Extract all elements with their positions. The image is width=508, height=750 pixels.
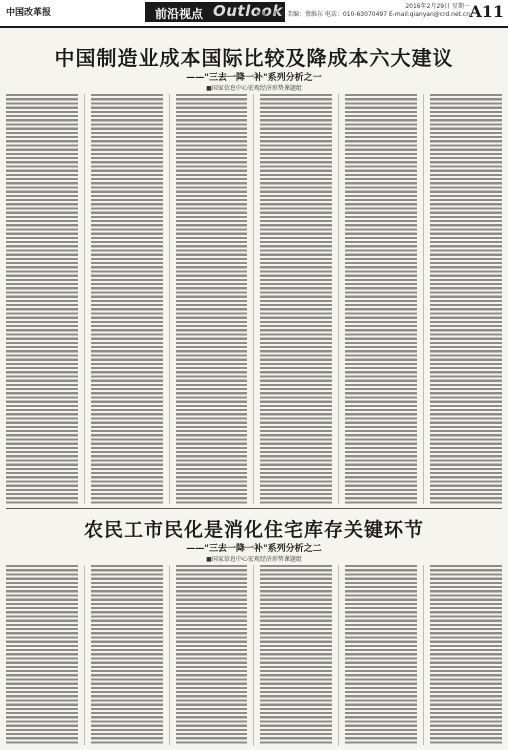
article2-column [260,565,332,745]
article1-column [91,94,163,504]
column-rule [169,94,170,504]
section-divider [6,508,502,509]
page-number: A11 [469,2,504,21]
section-title-en: Outlook [213,2,283,20]
article1-column [260,94,332,504]
article1-column [6,94,78,504]
article1-byline: ■国家信息中心宏观经济形势课题组 [206,85,302,92]
paper-name: 中国改革报 [6,8,52,18]
article2-column [430,565,502,745]
article2-column [6,565,78,745]
article2-subtitle: ——"三去一降一补"系列分析之二 [186,544,322,554]
article1-column [345,94,417,504]
article1-subtitle: ——"三去一降一补"系列分析之一 [186,73,322,83]
editor-contact: 责编：严冬 美编：蔡维东 电话：010-63070497 E-mail:qianyan@crd.net.cn [255,11,470,18]
article2-column [91,565,163,745]
column-rule [253,565,254,745]
masthead [0,0,508,28]
article2-column [176,565,248,745]
article1-column [430,94,502,504]
article1-headline: 中国制造业成本国际比较及降成本六大建议 [54,46,454,70]
column-rule [338,565,339,745]
column-rule [423,565,424,745]
column-rule [84,94,85,504]
article1-column [176,94,248,504]
column-rule [423,94,424,504]
column-rule [169,565,170,745]
issue-date: 2016年2月29日 星期一 [405,3,470,10]
column-rule [253,94,254,504]
section-title-cn: 前沿视点 [155,7,204,21]
column-rule [84,565,85,745]
article2-headline: 农民工市民化是消化住宅库存关键环节 [83,519,424,541]
article2-byline: ■国家信息中心宏观经济形势课题组 [206,556,302,563]
article2-column [345,565,417,745]
masthead-info [255,3,470,19]
article1-body [6,94,502,504]
article2-body [6,565,502,745]
column-rule [338,94,339,504]
